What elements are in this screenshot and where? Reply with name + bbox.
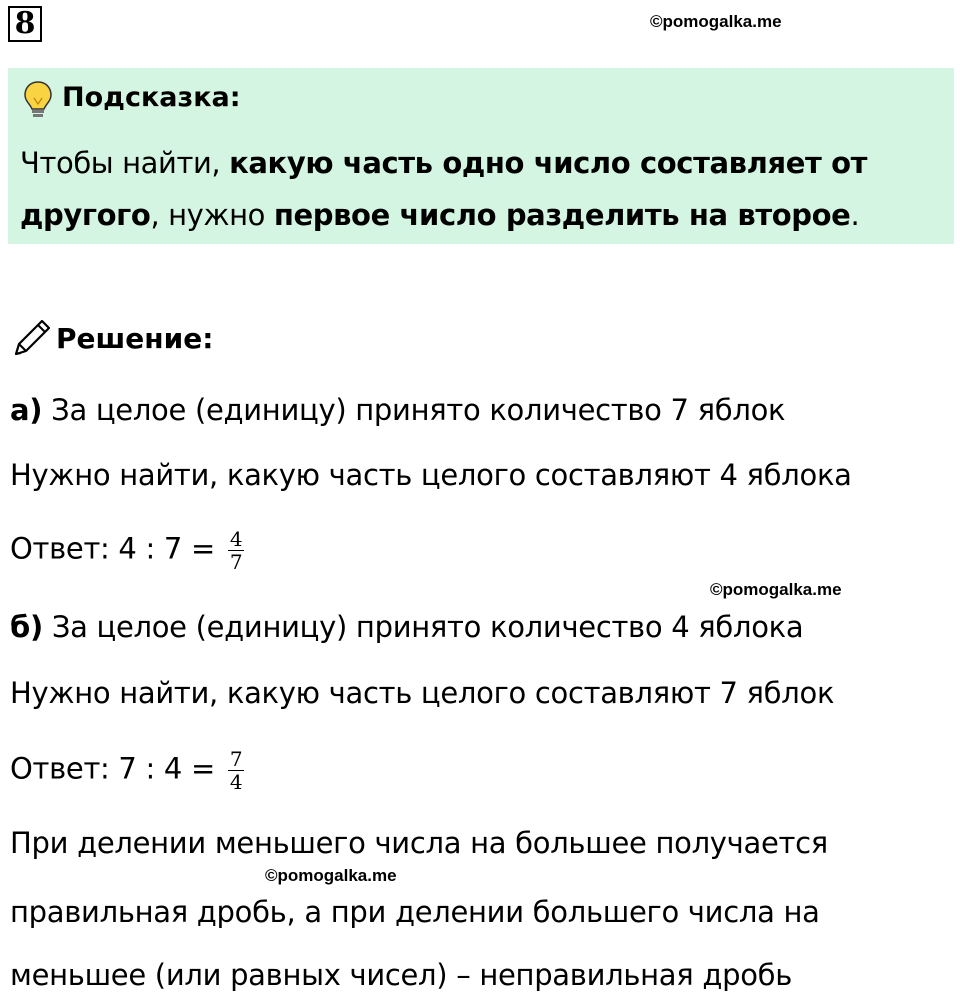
solution-b-answer: Ответ: 7 : 4 = $\frac{7}{4}$ — [10, 747, 243, 794]
watermark-bottom: ©pomogalka.me — [265, 866, 397, 885]
pencil-icon — [10, 316, 54, 360]
fraction-b: $\frac{7}{4}$ — [229, 747, 243, 794]
conclusion-line-3: меньшее (или равных чисел) – неправильная дробь — [10, 958, 793, 992]
solution-a-line-1: а) За целое (единицу) принято количество 7 яблок — [10, 393, 786, 427]
solution-a-line-2: Нужно найти, какую часть целого составляют 4 яблока — [10, 458, 852, 492]
task-number: 8 — [8, 6, 42, 42]
solution-b-line-2: Нужно найти, какую часть целого составляют 7 яблок — [10, 676, 835, 710]
hint-line-1: Чтобы найти, какую часть одно число составляет от — [20, 146, 867, 180]
conclusion-line-1: При делении меньшего числа на большее получается — [10, 826, 828, 860]
solution-b-line-1: б) За целое (единицу) принято количество 4 яблока — [10, 610, 804, 644]
lightbulb-icon — [22, 80, 54, 120]
fraction-a: $\frac{4}{7}$ — [229, 527, 243, 574]
solution-a-answer: Ответ: 4 : 7 = $\frac{4}{7}$ — [10, 527, 243, 574]
watermark-top: ©pomogalka.me — [650, 12, 782, 31]
hint-title: Подсказка: — [62, 82, 241, 113]
conclusion-line-2: правильная дробь, а при делении большего числа на — [10, 895, 820, 929]
solution-title: Решение: — [56, 322, 214, 355]
hint-line-2: другого, нужно первое число разделить на второе. — [20, 198, 860, 232]
watermark-middle: ©pomogalka.me — [710, 580, 842, 599]
